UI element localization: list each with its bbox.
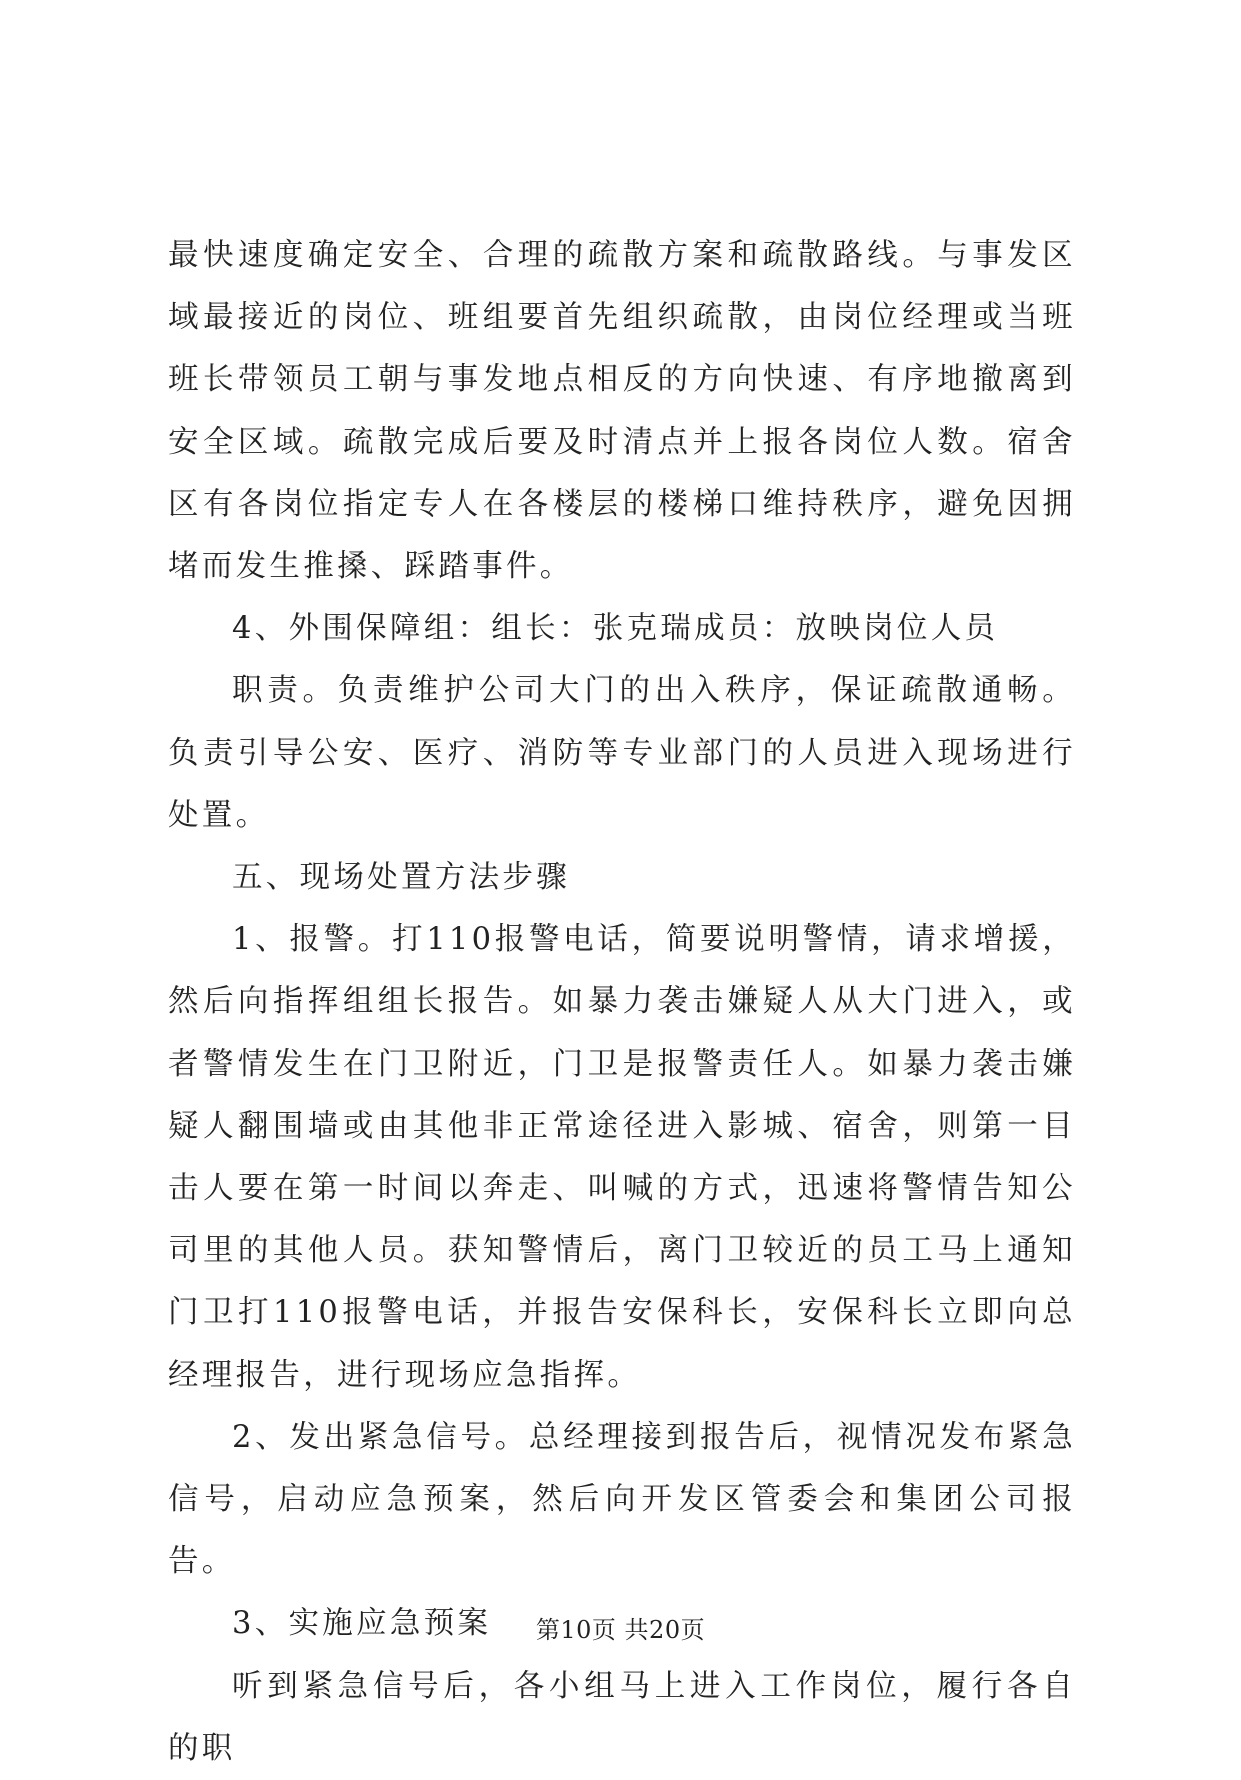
paragraph-perimeter-group-duties: 职责。负责维护公司大门的出入秩序，保证疏散通畅。负责引导公安、医疗、消防等专业部门的人员进入现场进行处置。 xyxy=(168,673,1076,833)
page-footer: 第10页 共20页 xyxy=(535,1616,706,1644)
paragraph-step-implement-plan-body: 听到紧急信号后，各小组马上进入工作岗位，履行各自的职 xyxy=(168,1668,1076,1766)
paragraph-step-alarm: 1、报警。打110报警电话，简要说明警情，请求增援，然后向指挥组组长报告。如暴力袭击嫌疑人从大门进入，或者警情发生在门卫附近，门卫是报警责任人。如暴力袭击嫌疑人翻围墙或由其他非正常途径进入影城、宿舍，则第一目击人要在第一时间以奔走、叫喊的方式，迅速将警情告知公司里的其他人员。获知警情后，离门卫较近的员工马上通知门卫打110报警电话，并报告安保科长，安保科长立即向总经理报告，进行现场应急指挥。 xyxy=(168,922,1076,1393)
paragraph-perimeter-group-heading: 4、外围保障组：组长：张克瑞成员：放映岗位人员 xyxy=(232,611,999,647)
paragraph-step-implement-plan-heading: 3、实施应急预案 xyxy=(232,1606,492,1642)
document-body xyxy=(168,225,1076,1780)
section-heading-onsite-procedures: 五、现场处置方法步骤 xyxy=(232,860,570,896)
paragraph-step-emergency-signal: 2、发出紧急信号。总经理接到报告后，视情况发布紧急信号，启动应急预案，然后向开发区管委会和集团公司报告。 xyxy=(168,1419,1076,1580)
paragraph-evacuation-continued: 最快速度确定安全、合理的疏散方案和疏散路线。与事发区域最接近的岗位、班组要首先组织疏散，由岗位经理或当班班长带领员工朝与事发地点相反的方向快速、有序地撤离到安全区域。疏散完成后要及时清点并上报各岗位人数。宿舍区有各岗位指定专人在各楼层的楼梯口维持秩序，避免因拥堵而发生推搡、踩踏事件。 xyxy=(168,238,1076,585)
